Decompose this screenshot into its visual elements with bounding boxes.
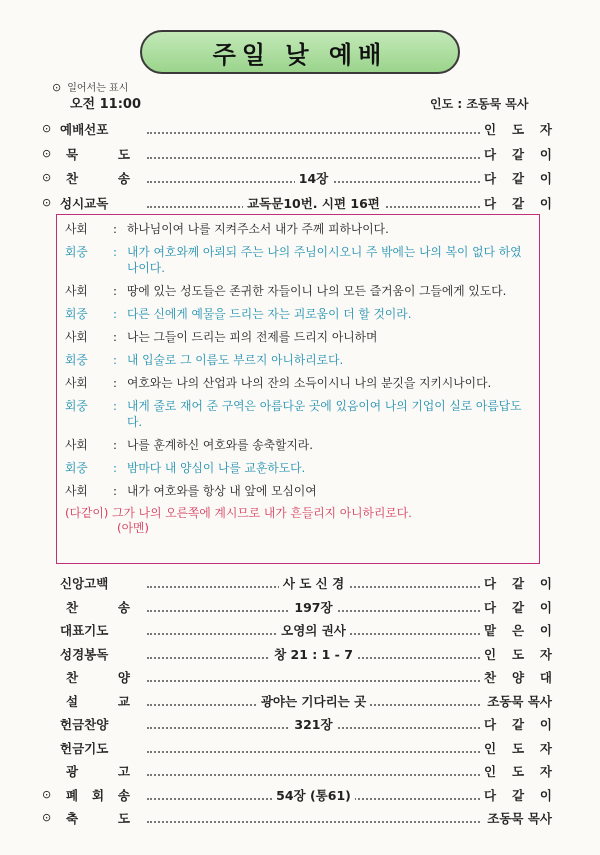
order-responsible: 다 같 이 [484,576,552,591]
order-detail-text: 197장 [290,600,336,615]
reading-line [65,329,531,345]
reading-colon: : [113,484,117,498]
responsive-reading-box [56,214,540,564]
order-responsible: 찬 양 대 [484,670,552,685]
order-responsible: 인 도 자 [484,122,552,137]
order-label: 성시교독 [60,195,109,211]
order-detail-text: 오영의 권사 [277,623,350,638]
order-row [42,762,552,782]
order-label: 축 도 [66,811,130,826]
reading-speaker: 회중 [65,307,88,321]
legend [52,79,128,94]
reading-speaker: 회중 [65,353,88,367]
order-label: 신앙고백 [60,576,109,591]
service-leader: 인도 : 조동묵 목사 [430,97,529,111]
reading-line [65,221,531,237]
order-responsible: 다 같 이 [484,787,552,803]
dotted-leader [147,743,480,753]
stand-mark-icon: ⊙ [42,171,52,184]
reading-colon: : [113,399,117,413]
reading-text: 나는 그들이 드리는 피의 전제를 드리지 아니하며 [127,330,378,344]
reading-text: 땅에 있는 성도들은 존귀한 자들이니 나의 모든 즐거움이 그들에게 있도다. [127,284,507,298]
order-responsible: 조동묵 목사 [487,811,552,826]
reading-text: 다른 신에게 예물을 드리는 자는 괴로움이 더 할 것이라. [127,307,412,321]
order-detail-text: 14장 [295,171,332,186]
reading-text: 나를 훈계하신 여호와를 송축할지라. [127,438,313,452]
order-label: 헌금기도 [60,740,109,756]
reading-speaker: 사회 [65,330,88,344]
order-row [42,574,552,594]
unison-line [65,506,531,536]
reading-line [65,437,531,453]
stand-mark-icon: ⊙ [52,81,62,94]
unison-text: (다같이) 그가 나의 오른쪽에 계시므로 내가 흔들리지 아니하리로다. [65,506,412,520]
order-row [42,598,552,618]
reading-line [65,306,531,322]
service-time: 오전 11:00 [70,97,142,112]
order-responsible: 다 같 이 [484,171,552,186]
reading-text: 내게 줄로 재어 준 구역은 아름다운 곳에 있음이여 나의 기업이 실로 아름답도다. [127,399,522,429]
reading-line [65,283,531,299]
reading-line [65,352,531,368]
stand-mark-icon: ⊙ [42,811,52,824]
order-row [42,715,552,735]
order-label: 찬 송 [66,599,130,615]
dotted-leader [147,672,480,682]
order-detail [147,598,480,616]
reading-speaker: 사회 [65,222,88,236]
order-detail [147,194,480,212]
reading-speaker: 사회 [65,376,88,390]
order-responsible: 다 같 이 [484,195,552,211]
order-detail [147,621,480,639]
reading-line [65,483,531,499]
order-label: 찬 양 [66,670,130,685]
dotted-leader [147,149,480,159]
order-label: 설 교 [66,693,130,709]
order-detail-text: 교독문10번. 시편 16편 [243,196,384,211]
order-label: 대표기도 [60,623,109,638]
order-label: 찬 송 [66,171,130,186]
reading-colon: : [113,461,117,475]
reading-line [65,244,531,276]
order-detail [147,786,480,804]
order-detail-text: 광야는 기다리는 곳 [257,694,370,709]
reading-line [65,460,531,476]
order-detail [147,692,480,710]
reading-text: 내가 여호와께 아뢰되 주는 나의 주님이시오니 주 밖에는 나의 복이 없다 하였나이다. [127,245,522,275]
order-responsible: 맡 은 이 [484,623,552,638]
reading-text: 밤마다 내 양심이 나를 교훈하도다. [127,461,306,475]
order-detail [147,169,480,187]
stand-mark-icon: ⊙ [42,146,52,160]
order-row [42,739,552,759]
stand-mark-icon: ⊙ [42,122,52,135]
order-label: 묵 도 [66,146,130,162]
reading-speaker: 회중 [65,461,88,475]
reading-speaker: 사회 [65,438,88,452]
order-label: 광 고 [66,764,130,779]
order-label: 헌금찬양 [60,717,109,732]
order-responsible: 다 같 이 [484,717,552,732]
order-row [42,645,552,665]
reading-line [65,398,531,430]
order-row [42,786,552,806]
order-detail [147,574,480,592]
order-row [42,809,552,829]
reading-colon: : [113,330,117,344]
reading-text: 여호와는 나의 산업과 나의 잔의 소득이시니 나의 분깃을 지키시나이다. [127,376,492,390]
order-label: 성경봉독 [60,646,109,662]
reading-line [65,375,531,391]
reading-text: 내가 여호와를 항상 내 앞에 모심이여 [127,484,317,498]
order-detail-text: 창 21 : 1 - 7 [270,647,357,662]
legend-text: 일어서는 표시 [67,83,129,94]
order-responsible: 인 도 자 [484,764,552,779]
reading-speaker: 사회 [65,284,88,298]
responsive-reading [65,221,531,499]
order-row [42,120,552,140]
reading-text: 하나님이여 나를 지켜주소서 내가 주께 피하나이다. [127,222,389,236]
order-label: 폐 회 송 [66,787,130,803]
order-row [42,621,552,641]
order-row [42,194,552,214]
reading-colon: : [113,376,117,390]
reading-colon: : [113,353,117,367]
reading-speaker: 사회 [65,484,88,498]
reading-colon: : [113,222,117,236]
dotted-leader [147,813,480,823]
order-detail-text: 사 도 신 경 [279,576,348,591]
order-row [42,145,552,165]
order-responsible: 조동묵 목사 [487,693,552,709]
order-responsible: 다 같 이 [484,146,552,162]
order-row [42,169,552,189]
order-responsible: 다 같 이 [484,599,552,615]
order-detail [147,715,480,733]
reading-speaker: 회중 [65,245,88,259]
order-row [42,692,552,712]
reading-colon: : [113,284,117,298]
reading-text: 내 입술로 그 이름도 부르지 아니하리로다. [127,353,344,367]
page-title: 주일 낮 예배 [140,30,460,74]
order-responsible: 인 도 자 [484,740,552,756]
reading-colon: : [113,438,117,452]
stand-mark-icon: ⊙ [42,787,52,801]
reading-speaker: 회중 [65,399,88,413]
order-row [42,668,552,688]
reading-colon: : [113,307,117,321]
reading-colon: : [113,245,117,259]
order-detail-text: 321장 [290,717,336,732]
dotted-leader [147,124,480,134]
amen-text: (아멘) [117,521,149,535]
order-label: 예배선포 [60,122,109,137]
order-detail [147,645,480,663]
dotted-leader [147,766,480,776]
order-responsible: 인 도 자 [484,646,552,662]
order-detail-text: 54장 (통61) [272,788,355,803]
stand-mark-icon: ⊙ [42,195,52,209]
